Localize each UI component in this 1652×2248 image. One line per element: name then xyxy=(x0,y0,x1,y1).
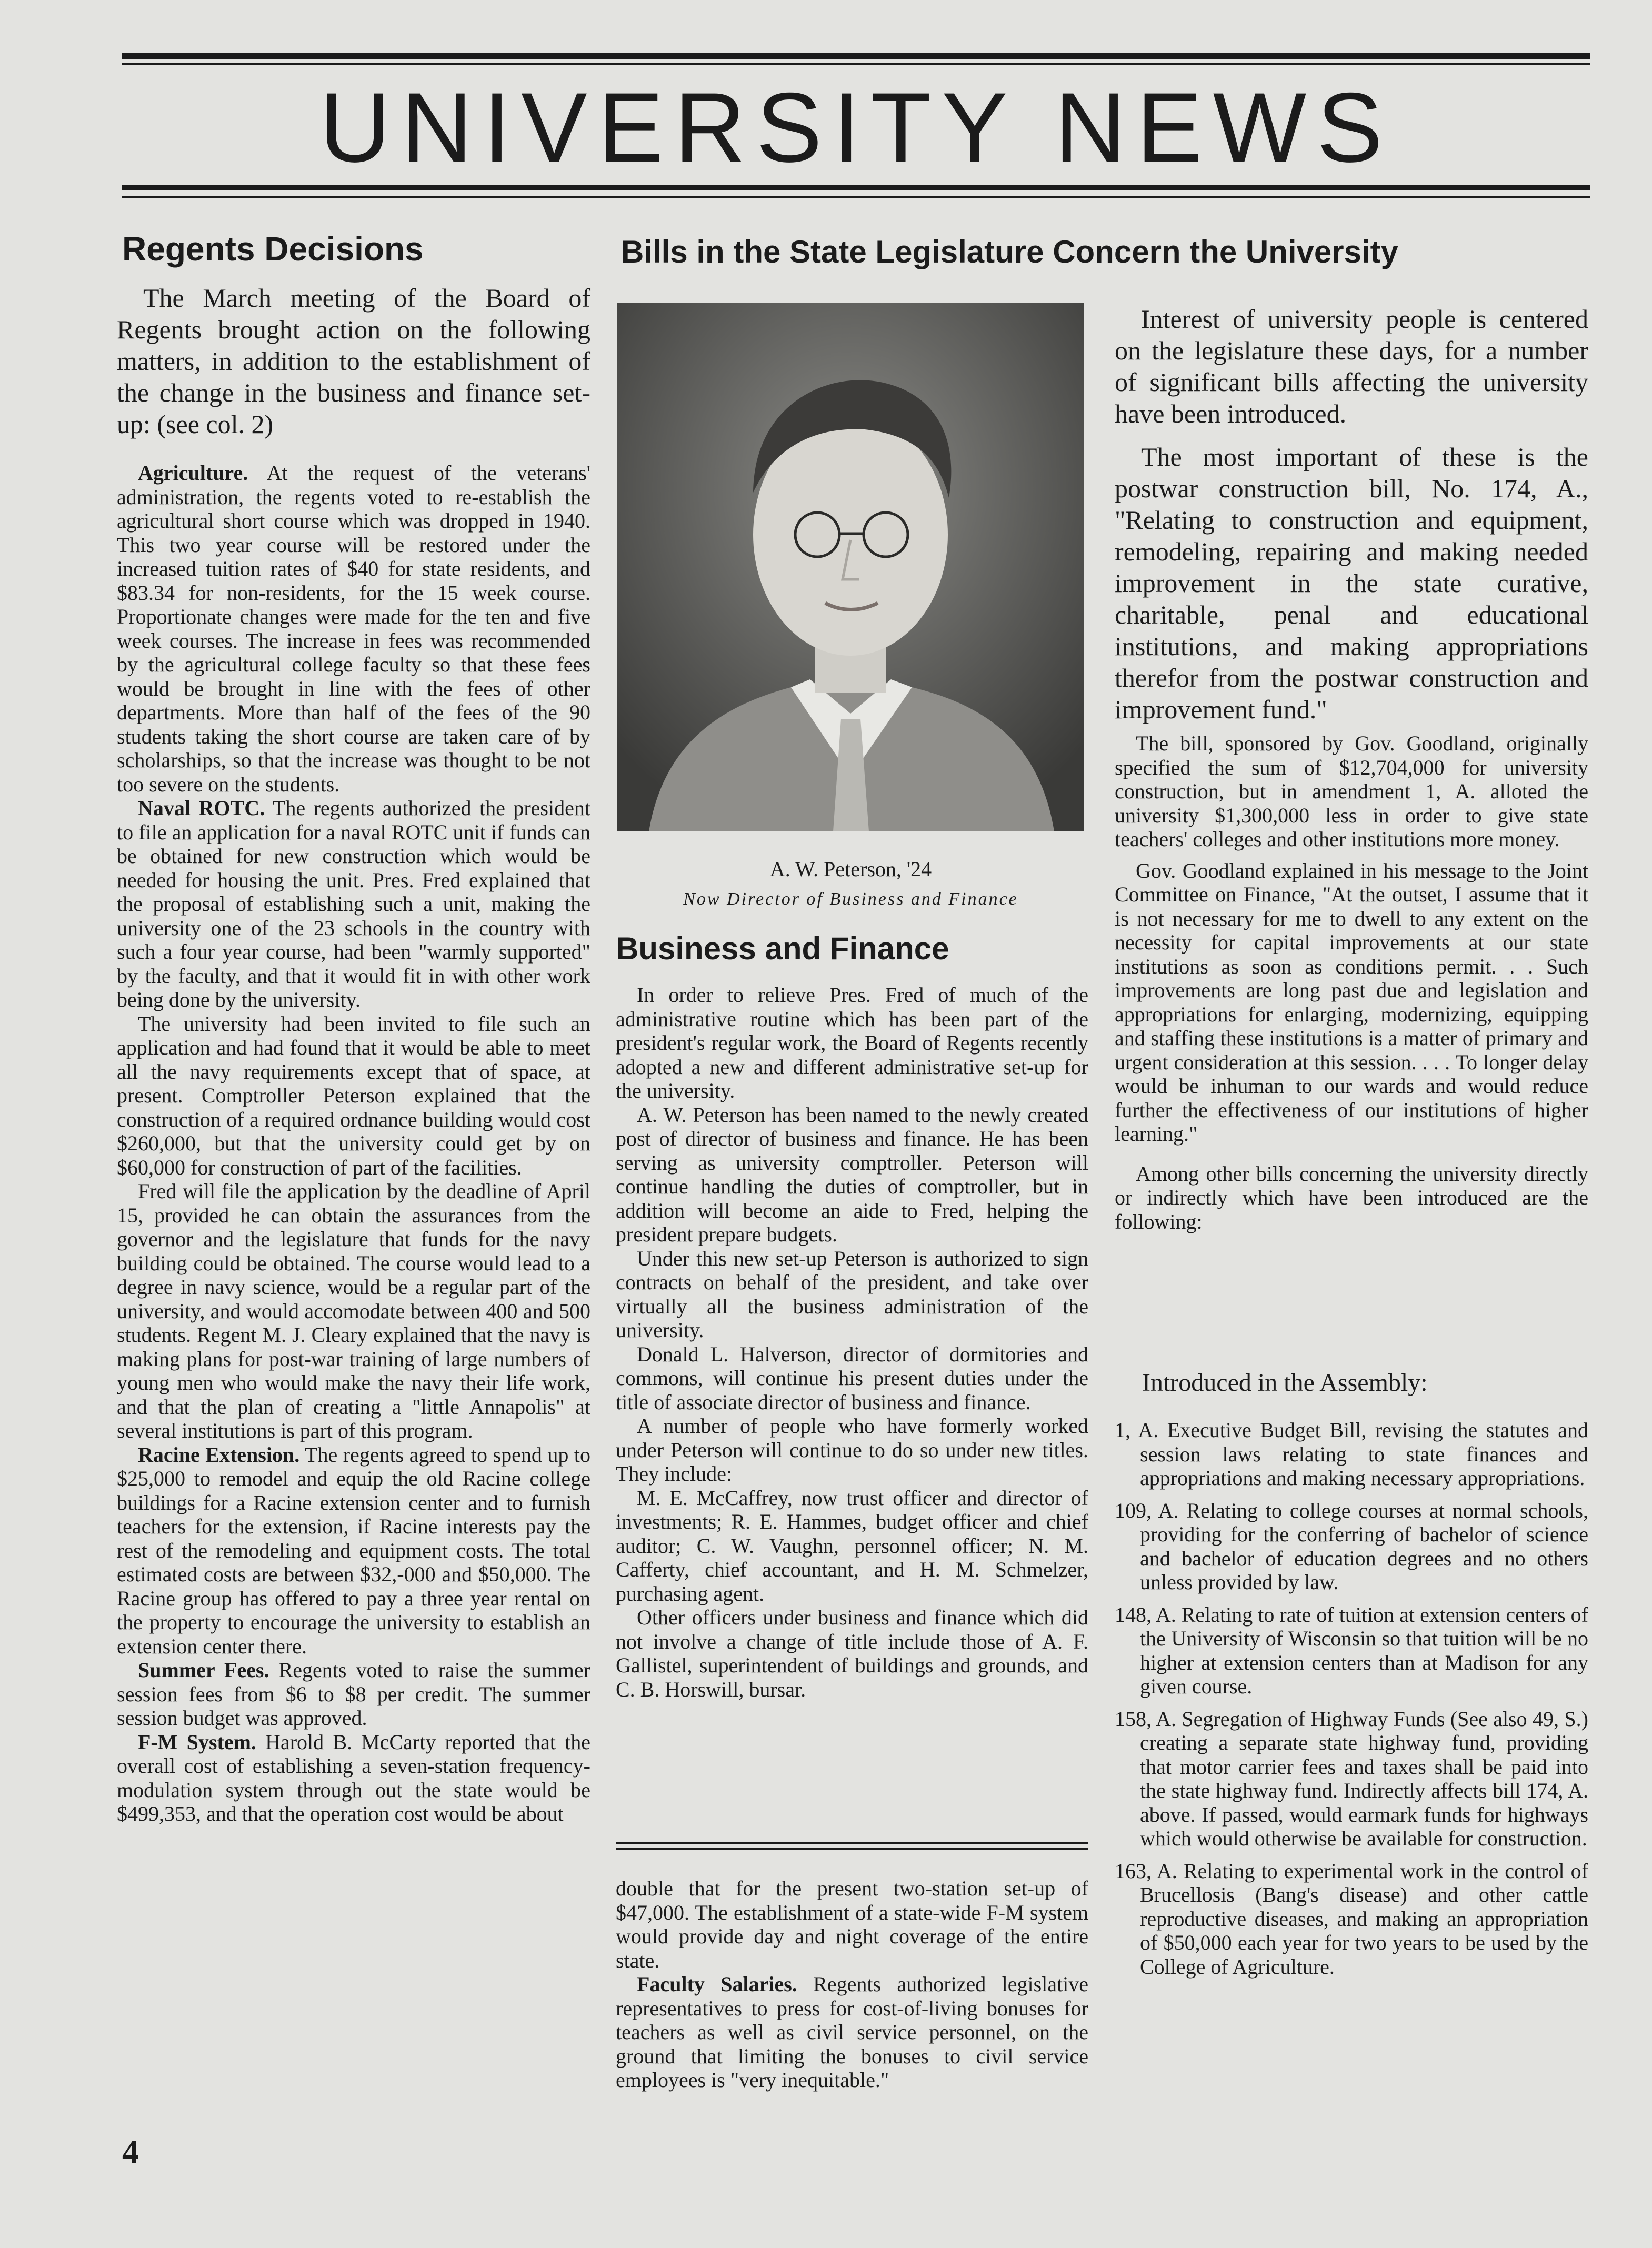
masthead-top-rule-thin xyxy=(122,63,1590,65)
headline-bills-legislature: Bills in the State Legislature Concern the University xyxy=(621,234,1399,269)
agriculture-heading: Agriculture. xyxy=(138,461,248,485)
business-paragraph-1: In order to relieve Pres. Fred of much of the administrative routine which has been part of the president's regular work, the Board of Regents recently adopted a new and different administrative set-up for the university. xyxy=(616,983,1088,1102)
paragraph-summer-fees xyxy=(117,1658,590,1730)
legislature-paragraph-3: The bill, sponsored by Gov. Goodland, originally specified the sum of $12,704,000 for university construction, but in amendment 1, A. alloted the university $1,300,000 less in order to give state teachers' colleges and other institutions more money. xyxy=(1115,731,1588,851)
naval-rotc-heading: Naval ROTC. xyxy=(138,796,265,820)
legislature-paragraph-2: The most important of these is the postwar construction bill, No. 174, A., "Relating to construction and equipment, remodeling, repairing and making needed improvement in the state curative, charitable, penal and educational institutions, and making appropriations therefor from the postwar construction and improvement fund." xyxy=(1115,442,1588,724)
legislature-paragraph-1: Interest of university people is centered on the legislature these days, for a number of significant bills affecting the university have been introduced. xyxy=(1115,304,1588,428)
masthead-bottom-rule xyxy=(122,185,1590,190)
paragraph-agriculture xyxy=(117,461,590,796)
racine-heading: Racine Extension. xyxy=(138,1442,300,1467)
fm-continued: double that for the present two-station set-up of $47,000. The establishment of a state-wide F-M system would provide day and night coverage of the entire state. xyxy=(616,1876,1088,1972)
headline-regents-decisions: Regents Decisions xyxy=(122,230,424,268)
bills-list xyxy=(1115,1418,1588,1987)
section-divider-bottom xyxy=(616,1848,1088,1850)
portrait-photo xyxy=(617,303,1084,831)
photo-caption-title: Now Director of Business and Finance xyxy=(683,889,1018,909)
subhead-introduced-assembly: Introduced in the Assembly: xyxy=(1142,1369,1428,1397)
legislature-paragraph-5: Among other bills concerning the university directly or indirectly which have been introduced are the following: xyxy=(1115,1161,1588,1233)
column-regents xyxy=(117,282,590,1826)
summer-heading: Summer Fees. xyxy=(138,1658,269,1682)
business-paragraph-4: Donald L. Halverson, director of dormitories and commons, will continue his present duties under the title of associate director of business and finance. xyxy=(616,1342,1088,1414)
list-item: 148, A. Relating to rate of tuition at extension centers of the University of Wisconsin so that tuition will be no higher at extension centers than at Madison for any given course. xyxy=(1115,1602,1588,1698)
faculty-heading: Faculty Salaries. xyxy=(637,1972,797,1996)
masthead-top-rule xyxy=(122,53,1590,59)
portrait-illustration xyxy=(617,303,1084,831)
agriculture-text: At the request of the veterans' administration, the regents voted to re-establish the agricultural short course which was dropped in 1940. This two year course will be restored under the increased tuition rates of $40 for state residents, and $83.34 for non-residents, for the 15 week course. Proportionate changes were made for the ten and five week courses. The increase in fees was recommended by the agricultural college faculty so that these fees would be brought in line with the fees of other departments. More than half of the fees of the 90 students taking the short course are taken care of by scholarships, so that the increase was thought to be not too severe on the students. xyxy=(117,461,590,796)
column-legislature-body xyxy=(1115,731,1588,1233)
photo-caption-name: A. W. Peterson, '24 xyxy=(769,857,932,881)
business-paragraph-5: A number of people who have formerly worked under Peterson will continue to do so under new titles. They include: xyxy=(616,1414,1088,1486)
business-paragraph-7: Other officers under business and finance which did not involve a change of title include those of A. F. Gallistel, superintendent of buildings and grounds, and C. B. Horswill, bursar. xyxy=(616,1605,1088,1701)
masthead-bottom-rule-thin xyxy=(122,196,1590,198)
paragraph-racine-extension xyxy=(117,1443,590,1659)
paragraph-faculty-salaries xyxy=(616,1972,1088,2092)
page-number: 4 xyxy=(122,2133,139,2170)
list-item: 109, A. Relating to college courses at normal schools, providing for the conferring of bachelor of science and bachelor of education degrees and no others unless provided by law. xyxy=(1115,1498,1588,1594)
business-paragraph-3: Under this new set-up Peterson is authorized to sign contracts on behalf of the president, and take over virtually all the business administration of the university. xyxy=(616,1246,1088,1342)
business-paragraph-6: M. E. McCaffrey, now trust officer and director of investments; R. E. Hammes, budget officer and chief auditor; C. W. Vaughn, personnel officer; N. M. Cafferty, chief accountant, and H. M. Schmelzer, purchasing agent. xyxy=(616,1486,1088,1605)
paragraph-fm-system xyxy=(117,1730,590,1826)
paragraph-rotc-3: Fred will file the application by the deadline of April 15, provided he can obtain the assurances from the governor and the legislature that funds for the navy building could be obtained. The course would lead to a degree in navy science, would be a regular part of the university, and would accomodate between 400 and 500 students. Regent M. J. Cleary explained that the navy is making plans for post-war training of large numbers of young men who would make the navy their life work, and that the plan of creating a "little Annapolis" at several institutions is part of this program. xyxy=(117,1179,590,1442)
list-item: 1, A. Executive Budget Bill, revising the statutes and session laws relating to state finances and appropriations and making necessary appropriations. xyxy=(1115,1418,1588,1490)
racine-text: The regents agreed to spend up to $25,000 to remodel and equip the old Racine college buildings for a Racine extension center and to furnish teachers for the extension, if Racine interests pay the rest of the remodeling and equipment costs. The total estimated costs are between $32,-000 and $50,000. The Racine group has offered to pay a three year rental on the property to encourage the university to establish an extension center there. xyxy=(117,1442,590,1658)
section-divider-top xyxy=(616,1842,1088,1844)
column-legislature-lead xyxy=(1115,303,1588,725)
headline-business-finance: Business and Finance xyxy=(616,931,949,966)
fm-text: Harold B. McCarty reported that the overall cost of establishing a seven-station frequency-modulation system through out the state would be $499,353, and that the operation cost would be about xyxy=(117,1730,590,1825)
paragraph-naval-rotc xyxy=(117,796,590,1012)
summer-text: Regents voted to raise the summer session fees from $6 to $8 per credit. The summer session budget was approved. xyxy=(117,1658,590,1730)
masthead-title: UNIVERSITY NEWS xyxy=(319,72,1394,183)
business-paragraph-2: A. W. Peterson has been named to the newly created post of director of business and finance. He has been serving as university comptroller. Peterson will continue handling the duties of comptroller, but in addition will become an aide to Fred, helping the president prepare budgets. xyxy=(616,1102,1088,1246)
fm-heading: F-M System. xyxy=(138,1730,256,1754)
legislature-paragraph-4: Gov. Goodland explained in his message to the Joint Committee on Finance, "At the outset, I assume that it is not necessary for me to dwell to any extent on the necessity for capital improvements at our state institutions as soon as conditions permit. . . Such improvements are long past due and legislation and appropriations for enlarging, modernizing, equipping and staffing these institutions is a matter of primary and urgent consideration at this session. . . . To longer delay would be inhuman to our wards and would reduce further the effectiveness of our institutions of higher learning." xyxy=(1115,858,1588,1146)
list-item: 163, A. Relating to experimental work in the control of Brucellosis (Bang's disease) and other cattle reproductive diseases, and making an appropriation of $50,000 each year for two years to be used by the College of Agriculture. xyxy=(1115,1859,1588,1979)
regents-intro: The March meeting of the Board of Regents brought action on the following matters, in addition to the establishment of the change in the business and finance set-up: (see col. 2) xyxy=(117,283,590,439)
list-item: 158, A. Segregation of Highway Funds (See also 49, S.) creating a separate state highway fund, providing that motor carrier fees and taxes shall be paid into the state highway fund. Indirectly affects bill 174, A. above. If passed, would earmark funds for highways which would otherwise be available for construction. xyxy=(1115,1707,1588,1850)
faculty-text: Regents authorized legislative representatives to press for cost-of-living bonuses for teachers as well as civil service personnel, on the ground that limiting the bonuses to civil service employees is "very inequitable." xyxy=(616,1972,1088,2092)
paragraph-rotc-2: The university had been invited to file such an application and had found that it would be able to meet all the navy requirements except that of space, at present. Comptroller Peterson explained that the construction of a required ordnance building would cost $260,000, but that the university could get by on $60,000 for construction of part of the facilities. xyxy=(117,1011,590,1179)
column-regents-continued xyxy=(616,1876,1088,2092)
naval-rotc-text: The regents authorized the president to file an application for a naval ROTC unit if funds can be obtained for new construction which would be needed for housing the unit. Pres. Fred explained that the proposal of establishing such a unit, making the university one of the 23 schools in the country with such a four year course, had been "warmly supported" by the faculty, and that it would fit in with other work being done by the university. xyxy=(117,796,590,1011)
column-business-finance xyxy=(616,983,1088,1701)
